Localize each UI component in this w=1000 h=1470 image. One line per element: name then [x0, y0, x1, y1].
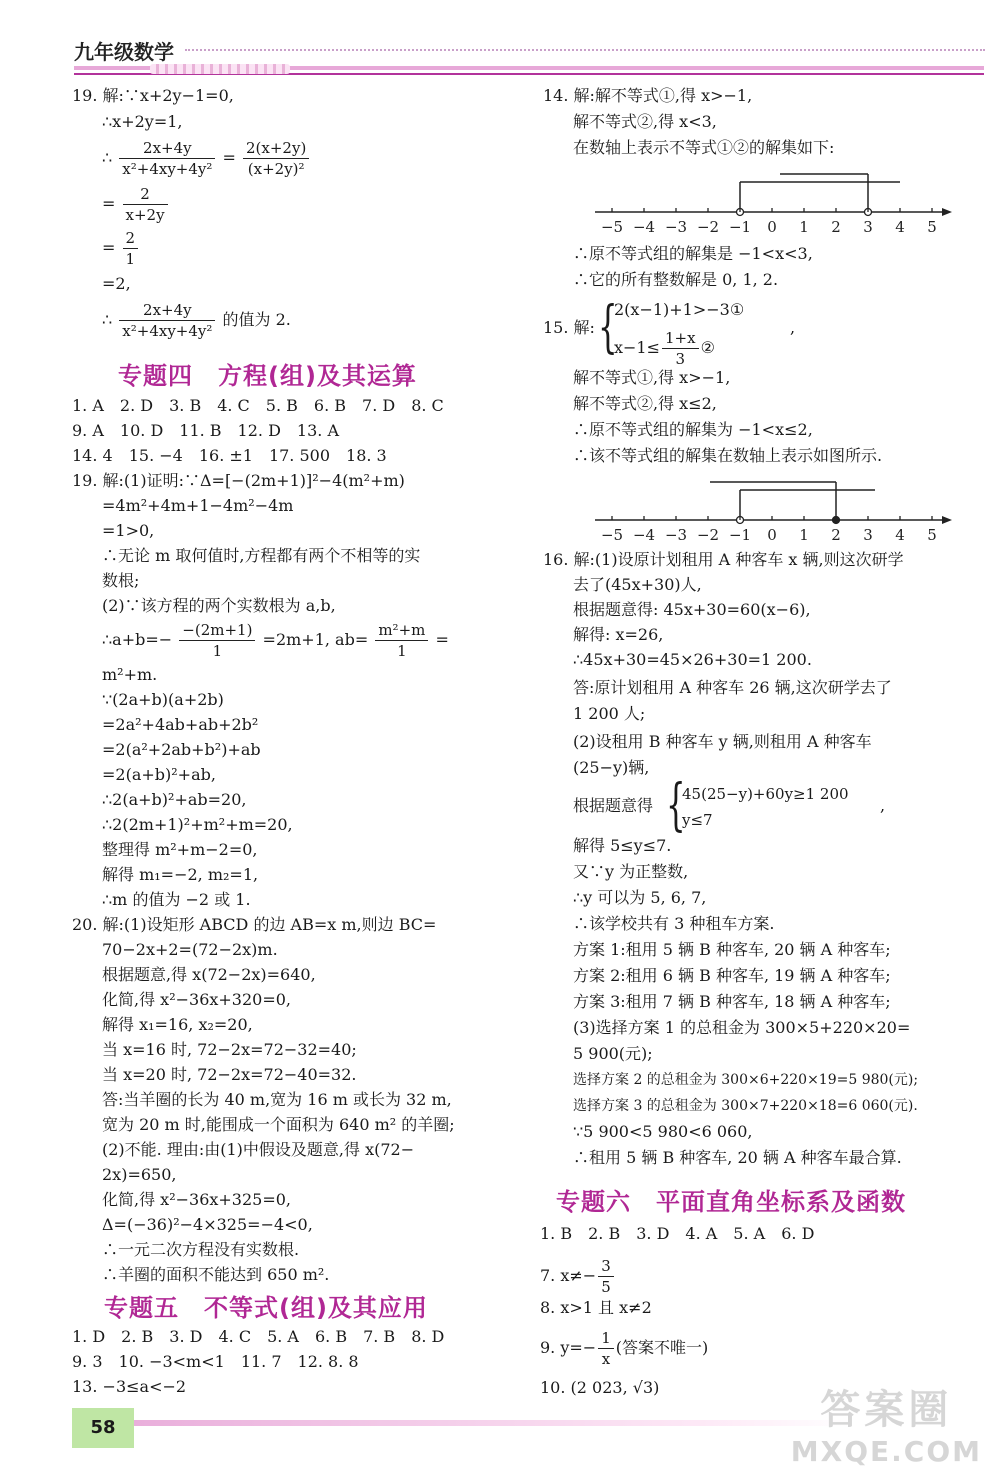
q19b-line: =1>0,	[102, 521, 155, 540]
footer-bar	[72, 1420, 852, 1426]
tick-label: 4	[895, 526, 905, 544]
q14-line: 14. 解:解不等式①,得 x>−1,	[543, 86, 753, 105]
number-line-2	[590, 476, 960, 546]
q20-line: 2x)=650,	[102, 1165, 177, 1184]
q19a-line3: ∴ $\frac{2x+4y}{\text{x²+4xy+4y²}}$ = $\frac{2(x+2y)}{\text{(x+2y)²}}$	[102, 138, 311, 179]
q20-line: ∴羊圈的面积不能达到 650 m².	[102, 1265, 330, 1284]
answers-4-row3: 14. 4 15. −4 16. ±1 17. 500 18. 3	[72, 446, 387, 465]
q19d-line: m²+m.	[102, 665, 158, 684]
q16-line: (25−y)辆,	[573, 758, 650, 777]
q16b-line: 方案 3:租用 7 辆 B 种客车, 18 辆 A 种客车;	[573, 992, 891, 1011]
solution-interval	[737, 174, 901, 216]
tick-label: 4	[895, 218, 905, 236]
fraction: $\frac{2}{x+2y}$	[123, 184, 168, 225]
q16-line: (2)设租用 B 种客车 y 辆,则租用 A 种客车	[573, 732, 872, 751]
q19d-line: =2(a²+2ab+b²)+ab	[102, 740, 261, 759]
q16b-line: ∴租用 5 辆 B 种客车, 20 辆 A 种客车最合算.	[573, 1148, 902, 1167]
q16b-line: ∵5 900<5 980<6 060,	[573, 1122, 753, 1141]
q20-line: 当 x=16 时, 72−2x=72−32=40;	[102, 1040, 357, 1059]
q19c-line: ∴a+b=− $\frac{-(2m+1)}{1}$ =2m+1, ab= $\frac{\text{m²+m}}{1}$ =	[102, 621, 449, 660]
tick-label: 0	[767, 218, 777, 236]
q16b-line: 选择方案 3 的总租金为 300×7+220×18=6 060(元).	[573, 1098, 918, 1114]
tick-label: −4	[632, 526, 656, 544]
q15b-line: 解不等式①,得 x>−1,	[573, 368, 731, 387]
answers-6-row2: 7. x≠− $\frac{3}{5}$	[540, 1256, 616, 1297]
q15-comma: ,	[790, 318, 796, 337]
header-dotted-line	[185, 49, 985, 51]
q16b-line: ∴该学校共有 3 种租车方案.	[573, 914, 775, 933]
q16b-line: 方案 1:租用 5 辆 B 种客车, 20 辆 A 种客车;	[573, 940, 891, 959]
tick-label: −5	[600, 218, 624, 236]
answers-6-row3: 8. x>1 且 x≠2	[540, 1298, 652, 1317]
q16b-line: 方案 2:租用 6 辆 B 种客车, 19 辆 A 种客车;	[573, 966, 891, 985]
q16b-line: 又∵y 为正整数,	[573, 862, 689, 881]
section-title-4: 专题四 方程(组)及其运算	[118, 362, 417, 390]
q16-line: ∴45x+30=45×26+30=1 200.	[573, 650, 812, 669]
tick-label: 3	[863, 526, 873, 544]
q19b-line: 数根;	[102, 571, 140, 590]
q19d-line: ∴m 的值为 −2 或 1.	[102, 890, 251, 909]
q19a-line4: = $\frac{2}{x+2y}$	[102, 184, 170, 225]
q16b-line: (3)选择方案 1 的总租金为 300×5+220×20=	[573, 1018, 911, 1037]
q16-line: 去了(45x+30)人,	[573, 575, 702, 594]
q15b-line: ∴原不等式组的解集为 −1<x≤2,	[573, 420, 813, 439]
q19d-line: 整理得 m²+m−2=0,	[102, 840, 258, 859]
tick-label: 5	[927, 526, 937, 544]
page-number: 58	[72, 1408, 134, 1448]
fraction: $\frac{-(2m+1)}{1}$	[179, 620, 255, 661]
brace: {	[666, 773, 686, 838]
q19b-line: =4m²+4m+1−4m²−4m	[102, 496, 294, 515]
q16b-line: ∴y 可以为 5, 6, 7,	[573, 888, 707, 907]
solution-interval	[710, 482, 875, 524]
q20-line: 化简,得 x²−36x+320=0,	[102, 990, 292, 1009]
q20-line: 宽为 20 m 时,能围成一个面积为 640 m² 的羊圈;	[102, 1115, 455, 1134]
tick-label: −2	[696, 218, 720, 236]
q16-line: 解得: x=26,	[573, 625, 664, 644]
q14-line: 在数轴上表示不等式①②的解集如下:	[573, 138, 835, 157]
q19a-line5: = $\frac{2}{1}$	[102, 228, 140, 269]
number-line-1	[590, 168, 960, 238]
q20-line: 化简,得 x²−36x+325=0,	[102, 1190, 292, 1209]
fraction: $\frac{1}{x}$	[598, 1328, 614, 1369]
tick-label: 0	[767, 526, 777, 544]
axis	[595, 516, 952, 524]
q14b-line: ∴原不等式组的解集是 −1<x<3,	[573, 244, 813, 263]
tick-label: 2	[831, 218, 841, 236]
answers-4-row2: 9. A 10. D 11. B 12. D 13. A	[72, 421, 340, 440]
q19d-line: =2a²+4ab+ab+2b²	[102, 715, 259, 734]
q20-line: ∴一元二次方程没有实数根.	[102, 1240, 300, 1259]
answers-6-row1: 1. B 2. B 3. D 4. A 5. A 6. D	[540, 1224, 815, 1243]
q20-line: Δ=(−36)²−4×325=−4<0,	[102, 1215, 313, 1234]
q15b-line: ∴该不等式组的解集在数轴上表示如图所示.	[573, 446, 883, 465]
q16-ineq1: 45(25−y)+60y≥1 200	[682, 785, 849, 803]
q19d-line: ∴2(2m+1)²+m²+m=20,	[102, 815, 293, 834]
fraction: $\frac{2(x+2y)}{\text{(x+2y)²}}$	[243, 138, 309, 179]
tick-label: 2	[831, 526, 841, 544]
answers-6-row5: 10. (2 023, √3)	[540, 1378, 660, 1397]
answers-5-row1: 1. D 2. B 3. D 4. C 5. A 6. B 7. B 8. D	[72, 1327, 445, 1346]
answers-4-row1: 1. A 2. D 3. B 4. C 5. B 6. B 7. D 8. C	[72, 396, 444, 415]
answers-5-row2: 9. 3 10. −3<m<1 11. 7 12. 8. 8	[72, 1352, 359, 1371]
tick-label: −3	[664, 218, 688, 236]
fraction: $\frac{2}{1}$	[123, 228, 139, 269]
q14-line: 解不等式②,得 x<3,	[573, 112, 717, 131]
q20-line: 当 x=20 时, 72−2x=72−40=32.	[102, 1065, 357, 1084]
q19a-line7: =2,	[102, 274, 131, 293]
brace: {	[598, 295, 618, 360]
q19d-line: ∴2(a+b)²+ab=20,	[102, 790, 247, 809]
tick-label: −3	[664, 526, 688, 544]
q19d-line: 解得 m₁=−2, m₂=1,	[102, 865, 259, 884]
watermark-bottom: MXQE.COM	[790, 1435, 982, 1468]
q20-line: 答:当羊圈的长为 40 m,宽为 16 m 或长为 32 m,	[102, 1090, 452, 1109]
q16b-line: 解得 5≤y≤7.	[573, 836, 672, 855]
q19a-line1: 19. 解:∵x+2y−1=0,	[72, 86, 234, 105]
q16-line: 根据题意得: 45x+30=60(x−6),	[573, 600, 811, 619]
page-header	[0, 0, 1000, 90]
header-title: 九年级数学	[74, 40, 174, 64]
q16-line: 答:原计划租用 A 种客车 26 辆,这次研学去了	[573, 678, 892, 697]
tick-label: −4	[632, 218, 656, 236]
q15-ineq2: x−1≤ $\frac{1+x}{3}$ ②	[614, 329, 715, 368]
fraction: $\frac{2x+4y}{\text{x²+4xy+4y²}}$	[119, 300, 215, 341]
tick-label: 1	[799, 526, 809, 544]
q15-label: 15. 解:	[543, 318, 595, 337]
q16b-line: 选择方案 2 的总租金为 300×6+220×19=5 980(元);	[573, 1072, 919, 1088]
q16-line: 16. 解:(1)设原计划租用 A 种客车 x 辆,则这次研学	[543, 550, 904, 569]
section-title-6: 专题六 平面直角坐标系及函数	[556, 1188, 906, 1216]
tick-label: 3	[863, 218, 873, 236]
q20-line: (2)不能. 理由:由(1)中假设及题意,得 x(72−	[102, 1140, 415, 1159]
q20-line: 根据题意,得 x(72−2x)=640,	[102, 965, 316, 984]
answers-5-row3: 13. −3≤a<−2	[72, 1377, 187, 1396]
q20-line: 20. 解:(1)设矩形 ABCD 的边 AB=x m,则边 BC=	[72, 915, 437, 934]
header-decoration	[150, 64, 290, 74]
q15b-line: 解不等式②,得 x≤2,	[573, 394, 717, 413]
q19b-line: ∴无论 m 取何值时,方程都有两个不相等的实	[102, 546, 421, 565]
q16-ineq2: y≤7	[682, 811, 713, 829]
q15-ineq1: 2(x−1)+1>−3①	[614, 300, 745, 319]
q19a-line8: ∴ $\frac{2x+4y}{\text{x²+4xy+4y²}}$ 的值为 2.	[102, 301, 291, 340]
tick-label: 1	[799, 218, 809, 236]
q19b-line: 19. 解:(1)证明:∵Δ=[−(2m+1)]²−4(m²+m)	[72, 471, 405, 490]
q16-comma: ,	[880, 796, 886, 815]
tick-label: 5	[927, 218, 937, 236]
tick-label: −1	[728, 526, 752, 544]
q20-line: 解得 x₁=16, x₂=20,	[102, 1015, 253, 1034]
fraction: $\frac{1+x}{3}$	[662, 328, 699, 369]
answers-6-row4: 9. y=− $\frac{1}{x}$ (答案不唯一)	[540, 1329, 709, 1368]
q19d-line: ∵(2a+b)(a+2b)	[102, 690, 224, 709]
tick-label: −5	[600, 526, 624, 544]
q14b-line: ∴它的所有整数解是 0, 1, 2.	[573, 270, 779, 289]
q19b-line: (2)∵该方程的两个实数根为 a,b,	[102, 596, 336, 615]
q16-line: 1 200 人;	[573, 704, 646, 723]
watermark-top: 答案圈	[820, 1387, 953, 1433]
fraction: $\frac{\text{m²+m}}{1}$	[375, 620, 428, 661]
section-title-5: 专题五 不等式(组)及其应用	[104, 1294, 428, 1322]
q20-line: 70−2x+2=(72−2x)m.	[102, 940, 278, 959]
q19a-line2: ∴x+2y=1,	[102, 112, 183, 131]
watermark	[791, 1378, 982, 1468]
tick-label: −2	[696, 526, 720, 544]
tick-label: −1	[728, 218, 752, 236]
axis	[595, 208, 952, 216]
fraction: $\frac{2x+4y}{\text{x²+4xy+4y²}}$	[119, 138, 215, 179]
q16b-line: 5 900(元);	[573, 1044, 653, 1063]
q19d-line: =2(a+b)²+ab,	[102, 765, 216, 784]
fraction: $\frac{3}{5}$	[598, 1256, 614, 1297]
q16-system-label: 根据题意得	[573, 796, 654, 815]
